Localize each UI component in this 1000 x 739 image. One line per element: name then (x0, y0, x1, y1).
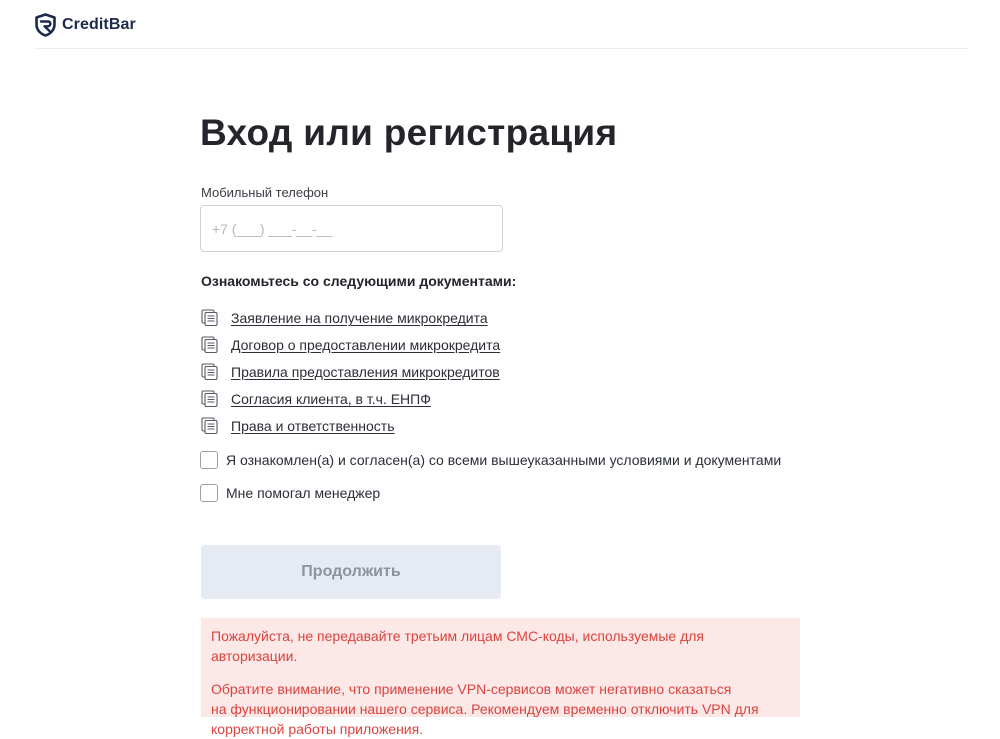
document-link[interactable]: Права и ответственность (231, 417, 395, 434)
document-link[interactable]: Заявление на получение микрокредита (231, 310, 488, 327)
vpn-warning-line: на функционировании нашего сервиса. Рекомендуем временно отключить VPN для (211, 701, 759, 717)
phone-label: Мобильный телефон (201, 185, 329, 200)
agree-checkbox[interactable] (200, 451, 218, 469)
document-item (201, 385, 500, 412)
logo-text: CreditBar (62, 16, 136, 33)
vpn-warning-line: Обратите внимание, что применение VPN-сервисов может негативно сказаться (211, 681, 732, 697)
shield-logo-icon (34, 13, 57, 37)
manager-checkbox-label: Мне помогал менеджер (226, 485, 381, 501)
document-icon (201, 363, 219, 381)
page-title: Вход или регистрация (200, 112, 618, 153)
document-link[interactable]: Согласия клиента, в т.ч. ЕНПФ (231, 390, 431, 407)
agree-checkbox-row[interactable] (200, 451, 781, 469)
documents-list (201, 305, 500, 439)
document-icon (201, 336, 219, 354)
sms-warning-text: Пожалуйста, не передавайте третьим лицам СМС-коды, используемые для авторизации. (211, 628, 705, 664)
agree-checkbox-label: Я ознакомлен(а) и согласен(а) со всеми вышеуказанными условиями и документами (226, 452, 782, 468)
header (34, 0, 968, 49)
warning-banner (201, 618, 800, 737)
document-icon (201, 309, 219, 327)
document-item (201, 359, 500, 386)
document-link[interactable]: Договор о предоставлении микрокредита (231, 337, 501, 354)
document-item (201, 332, 500, 359)
document-item (201, 305, 500, 332)
document-icon (201, 390, 219, 408)
document-icon (201, 417, 219, 435)
manager-checkbox-row[interactable] (200, 484, 380, 502)
document-link[interactable]: Правила предоставления микрокредитов (231, 363, 500, 380)
vpn-warning-line: корректной работы приложения. (211, 721, 424, 737)
vpn-warning-text (211, 679, 790, 739)
continue-button[interactable]: Продолжить (201, 545, 501, 599)
manager-checkbox[interactable] (200, 484, 218, 502)
logo[interactable] (34, 13, 136, 37)
document-item (201, 412, 500, 439)
phone-input[interactable] (200, 205, 503, 252)
documents-heading: Ознакомьтесь со следующими документами: (201, 273, 517, 289)
